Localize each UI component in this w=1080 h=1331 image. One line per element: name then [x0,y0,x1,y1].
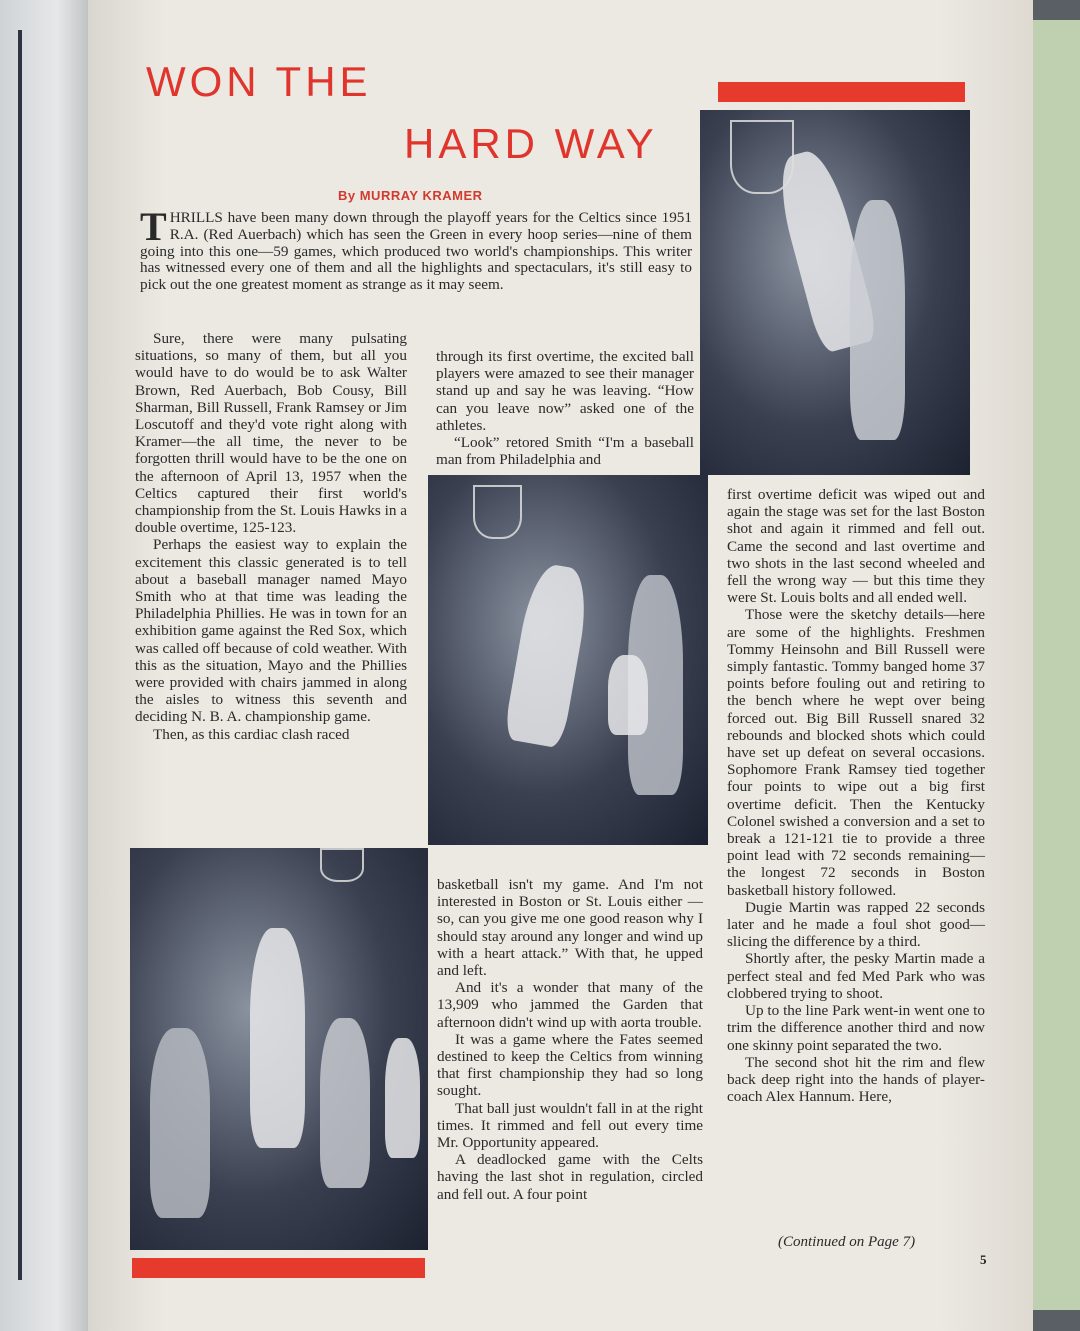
top-red-bar [718,82,965,102]
page-edge-rule [18,30,22,1280]
paragraph: Shortly after, the pesky Martin made a perfect steal and fed Med Park who was clobbered trying to shoot. [727,950,985,1002]
column-middle-bottom [437,876,703,1203]
drop-cap: T [140,204,167,249]
intro-text: HRILLS have been many down through the playoff years for the Celtics since 1951 R.A. (Red Auerbach) which has seen the Green in every hoop series—nine of them going into this one—59 games, which produced two world's championships. This writer has witnessed every one of them and all the highlights and spectaculars, it's still easy to pick out the one greatest moment as strange as it may seem. [140,209,692,294]
paragraph: It was a game where the Fates seemed destined to keep the Celtics from winning that first championship they had so long sought. [437,1030,703,1100]
paragraph: Dugie Martin was rapped 22 seconds later and he made a foul shot good—slicing the difference by a third. [727,898,985,951]
paragraph: “Look” retored Smith “I'm a baseball man from Philadelphia and [436,434,694,469]
intro-paragraph [140,204,692,294]
adjacent-page [0,0,95,1331]
paragraph: And it's a wonder that many of the 13,909 who jammed the Garden that afternoon didn't wind up with aorta trouble. [437,979,703,1031]
paragraph: A deadlocked game with the Celts having the last shot in regulation, circled and fell out. A four point [437,1151,703,1203]
paragraph: The second shot hit the rim and flew back deep right into the hands of player-coach Alex Hannum. Here, [727,1053,985,1106]
photo-player-jump-shot [700,110,970,475]
paragraph: Sure, there were many pulsating situations, so many of them, but all you would have to do would be to ask Walter Brown, Red Auerbach, Bob Cousy, Bill Sharman, Bill Russell, Frank Ramsey or Jim Loscutoff and they'd vote right along with Kramer—the all time, the never to be forgotten thrill would have to be the one on the afternoon of April 13, 1957 when the Celtics captured their first world's championship from the St. Louis Hawks in a double overtime, 125-123. [135,330,407,537]
column-middle-top [436,348,694,468]
photo-rebound-battle [428,475,708,845]
byline: By MURRAY KRAMER [338,188,483,203]
column-right [727,486,985,1105]
continued-note: (Continued on Page 7) [778,1234,916,1250]
title-line-2: HARD WAY [404,120,658,167]
paragraph: first overtime deficit was wiped out and again the stage was set for the last Boston shot and again it rimmed and fell out. Came the second and last overtime and two shots in the last second wheeled and fell the wrong way — but this time they were St. Louis bolts and all ended well. [727,486,985,607]
paragraph: Those were the sketchy details—here are some of the highlights. Freshmen Tommy Heinsohn and Bill Russell were simply fantastic. Tommy banged home 37 points before fouling out and retiring to the bench where he wept over being forced out. Big Bill Russell snared 32 rebounds and blocked shots which could have set up defeat on several occasions. Sophomore Frank Ramsey tied together four points to wipe out a big first overtime deficit. Then the Kentucky Colonel swished a conversion and a set to break a 121-121 tie to provide a three point lead with 72 seconds remaining—the longest 72 seconds in Boston basketball history followed. [727,606,985,899]
page-number: 5 [980,1252,987,1267]
paragraph: through its first overtime, the excited ball players were amazed to see their manager stand up and say he was leaving. “How can you leave now” asked one of the athletes. [436,348,694,434]
paragraph: That ball just wouldn't fall in at the right times. It rimmed and fell out every time Mr. Opportunity appeared. [437,1099,703,1152]
bottom-red-bar [132,1258,425,1278]
column-left [135,330,407,743]
paragraph: Up to the line Park went-in went one to trim the difference another third and now one skinny point separated the two. [727,1002,985,1054]
paragraph: Then, as this cardiac clash raced [153,725,350,743]
title-line-1: WON THE [146,58,372,105]
paragraph: basketball isn't my game. And I'm not interested in Boston or St. Louis either — so, can you give me one good reason why I should stay around any longer and wind up with a heart attack.” With that, he upped and left. [437,876,703,980]
paragraph: Perhaps the easiest way to explain the excitement this classic generated is to tell about a baseball manager named Mayo Smith who at that time was leading the Philadelphia Phillies. He was in town for an exhibition game against the Red Sox, which was called off because of cold weather. With this as the situation, Mayo and the Phillies were provided with chairs jammed in along the aisles to witness this seventh and deciding N. B. A. championship game. [135,536,407,726]
photo-celtics-layup [130,848,428,1250]
